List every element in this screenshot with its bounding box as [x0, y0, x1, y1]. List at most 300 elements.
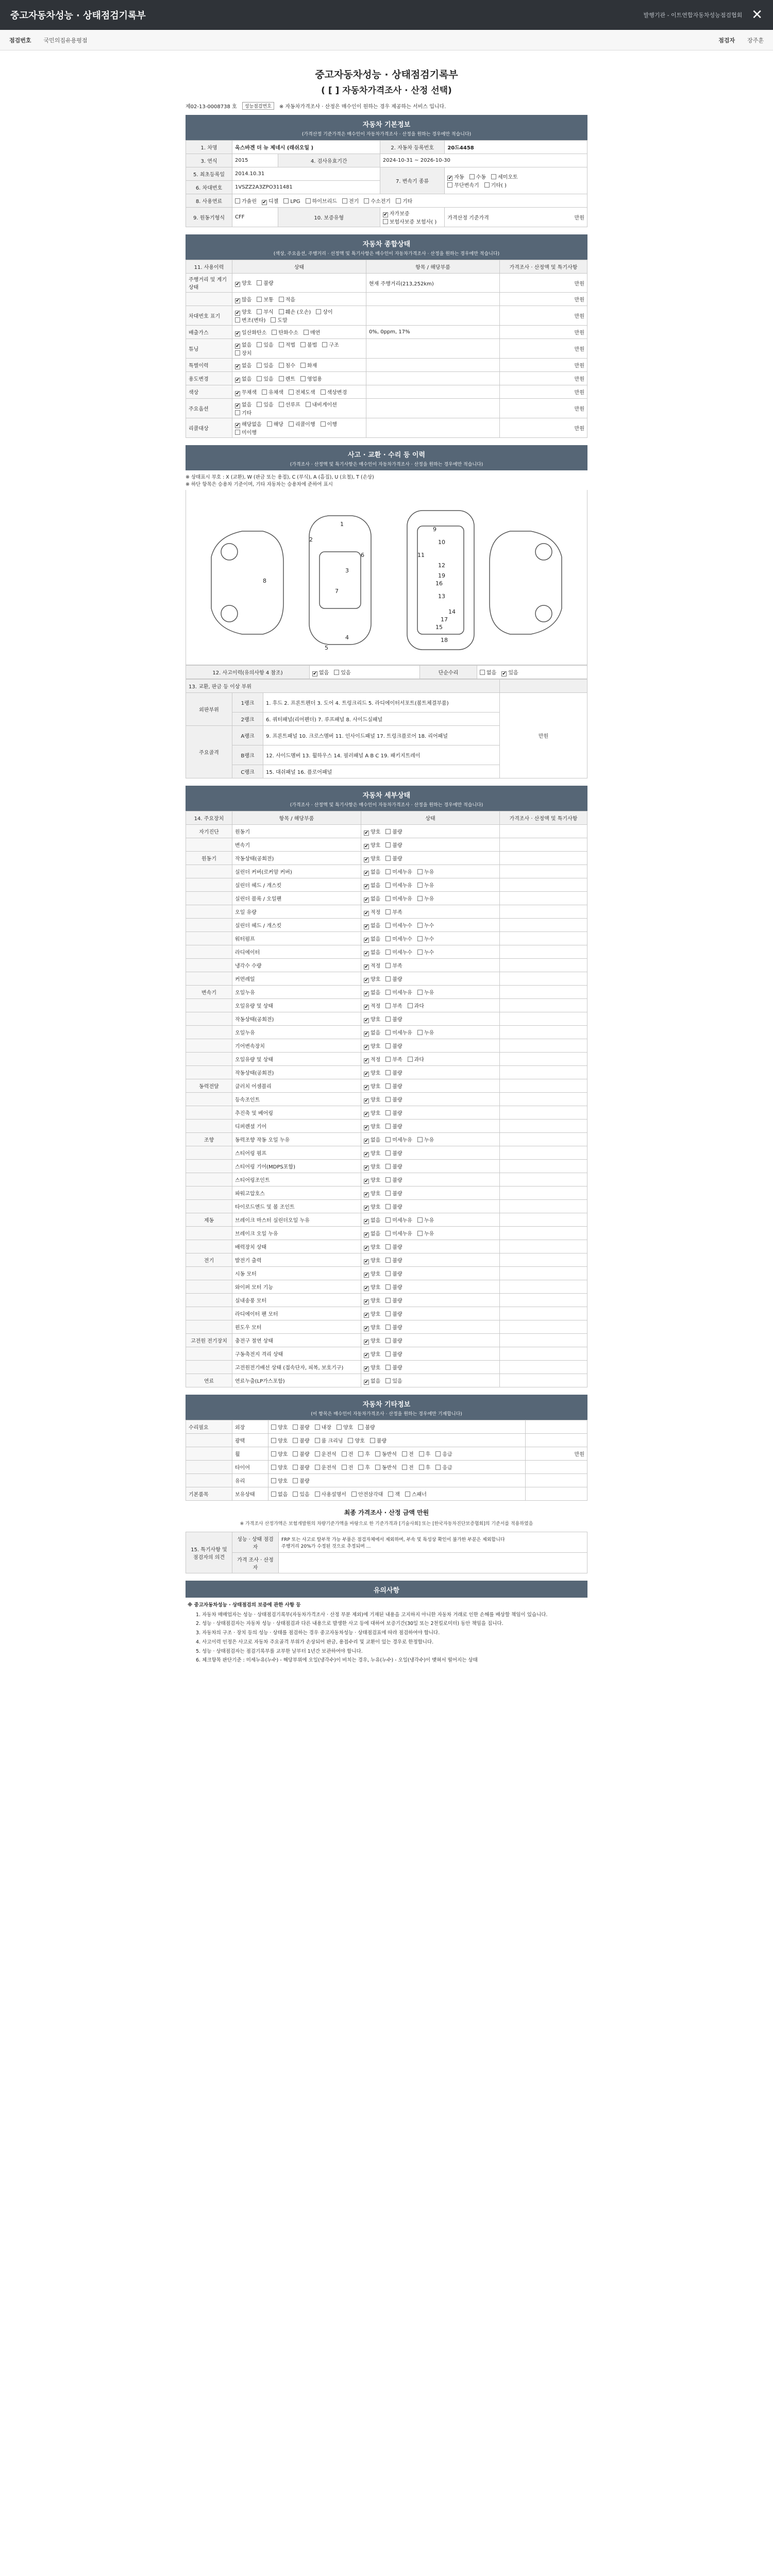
checkbox[interactable] — [417, 950, 423, 955]
checkbox[interactable] — [364, 1192, 369, 1197]
other-price — [526, 1434, 587, 1447]
checkbox[interactable] — [315, 1438, 320, 1443]
checkbox[interactable] — [417, 990, 423, 995]
detail-price — [500, 1106, 587, 1120]
remarks-table — [186, 1532, 587, 1573]
checkbox[interactable] — [334, 670, 339, 675]
checkbox[interactable] — [306, 402, 311, 407]
cell: 7. 변속기 종류 — [380, 167, 444, 194]
option-label: 불량 — [392, 1298, 402, 1304]
detail-options — [361, 838, 500, 852]
checkbox[interactable] — [300, 376, 306, 381]
checkbox[interactable] — [364, 831, 369, 836]
checkbox[interactable] — [364, 198, 369, 204]
checkbox[interactable] — [364, 1125, 369, 1130]
checkbox[interactable] — [235, 403, 240, 409]
remark-text: FRP 또는 사고로 탈부착 가능 부품은 점검자체에서 제외하며, 부속 및 특성상 확인이 불가한 부분은 제외합니다 — [281, 1537, 505, 1543]
option-label: 과다 — [414, 1057, 424, 1063]
checkbox[interactable] — [385, 936, 391, 941]
status-banner — [186, 234, 587, 260]
detail-row — [186, 865, 587, 878]
checkbox[interactable] — [364, 1273, 369, 1278]
legend-1: ※ 상태표시 부호 : X (교환), W (판금 또는 용접), C (부식), A (흠집), U (요철), T (손상) — [186, 474, 374, 480]
checkbox[interactable] — [364, 1286, 369, 1291]
detail-row — [186, 905, 587, 919]
checkbox[interactable] — [364, 871, 369, 876]
checkbox[interactable] — [279, 297, 284, 302]
checkbox[interactable] — [447, 182, 452, 188]
status-detail — [366, 399, 500, 418]
checkbox[interactable] — [385, 1258, 391, 1263]
checkbox[interactable] — [304, 330, 309, 335]
checkbox[interactable] — [385, 1271, 391, 1276]
checkbox[interactable] — [417, 923, 423, 928]
opt-label: 없음 — [319, 670, 329, 676]
checkbox[interactable] — [385, 1378, 391, 1383]
checkbox[interactable] — [364, 1045, 369, 1050]
checkbox[interactable] — [300, 342, 306, 347]
checkbox[interactable] — [385, 1057, 391, 1062]
option — [385, 896, 412, 902]
checkbox[interactable] — [364, 1072, 369, 1077]
part-number: 9 — [433, 526, 436, 533]
option-label: 양호 — [278, 1465, 288, 1471]
checkbox[interactable] — [283, 198, 289, 204]
status-detail: 현재 주행거리(213,252km) — [366, 274, 500, 293]
checkbox[interactable] — [257, 376, 262, 381]
checkbox[interactable] — [405, 1492, 410, 1497]
remark-text-2: 주행거리 20%가 수정된 것으로 추정되며 ... — [281, 1544, 371, 1549]
option — [385, 910, 402, 916]
checkbox[interactable] — [385, 1177, 391, 1182]
checkbox[interactable] — [375, 1451, 380, 1456]
checkbox[interactable] — [358, 1425, 363, 1430]
option — [300, 343, 317, 348]
checkbox[interactable] — [383, 212, 388, 217]
checkbox[interactable] — [385, 1164, 391, 1169]
opt-label: LPG — [290, 198, 300, 205]
cell: 상태 — [232, 260, 366, 274]
checkbox[interactable] — [469, 174, 475, 179]
checkbox[interactable] — [289, 389, 294, 395]
checkbox[interactable] — [300, 363, 306, 368]
cell — [477, 666, 587, 679]
checkbox[interactable] — [272, 330, 277, 335]
option — [375, 1465, 397, 1471]
checkbox[interactable] — [364, 844, 369, 849]
detail-item: 충전구 절연 상태 — [232, 1334, 361, 1347]
checkbox[interactable] — [364, 1152, 369, 1157]
option — [364, 923, 380, 929]
checkbox[interactable] — [417, 883, 423, 888]
checkbox[interactable] — [364, 1058, 369, 1063]
doc-number-pill[interactable]: 성능점검번호 — [242, 102, 274, 110]
checkbox[interactable] — [385, 1016, 391, 1022]
checkbox[interactable] — [364, 951, 369, 956]
checkbox[interactable] — [348, 1438, 353, 1443]
checkbox[interactable] — [279, 309, 284, 314]
detail-item: 구동축전지 격리 상태 — [232, 1347, 361, 1361]
checkbox[interactable] — [385, 963, 391, 968]
checkbox[interactable] — [364, 1246, 369, 1251]
checkbox[interactable] — [271, 1425, 276, 1430]
checkbox[interactable] — [385, 1097, 391, 1102]
status-price: 만원 — [500, 418, 587, 438]
checkbox[interactable] — [385, 896, 391, 901]
checkbox[interactable] — [417, 1231, 423, 1236]
checkbox[interactable] — [364, 1139, 369, 1144]
option — [235, 297, 251, 303]
checkbox[interactable] — [364, 1353, 369, 1358]
checkbox[interactable] — [364, 911, 369, 916]
other-row — [186, 1434, 587, 1447]
checkbox[interactable] — [235, 364, 240, 369]
detail-price — [500, 1227, 587, 1240]
checkbox[interactable] — [385, 1365, 391, 1370]
checkbox[interactable] — [364, 1031, 369, 1037]
checkbox[interactable] — [385, 909, 391, 914]
checkbox[interactable] — [235, 311, 240, 316]
option-label: 불량 — [392, 1204, 402, 1210]
checkbox[interactable] — [364, 978, 369, 983]
checkbox[interactable] — [293, 1425, 298, 1430]
inspection-no-label: 점검번호 — [9, 37, 31, 44]
checkbox[interactable] — [342, 1465, 347, 1470]
option-label: 없음 — [242, 402, 252, 408]
cell: 1. 후드 2. 프론트펜더 3. 도어 4. 트렁크리드 5. 라디에이터서포트(볼트체결부품) — [263, 693, 500, 713]
other-price — [526, 1474, 587, 1487]
checkbox[interactable] — [315, 1425, 320, 1430]
option — [321, 422, 337, 428]
checkbox[interactable] — [271, 1451, 276, 1456]
checkbox[interactable] — [385, 1311, 391, 1316]
checkbox[interactable] — [316, 309, 321, 314]
checkbox[interactable] — [271, 1478, 276, 1483]
checkbox[interactable] — [364, 857, 369, 862]
checkbox[interactable] — [375, 1465, 380, 1470]
checkbox[interactable] — [370, 1438, 375, 1443]
checkbox[interactable] — [364, 1085, 369, 1090]
checkbox[interactable] — [306, 198, 311, 204]
part-number: 6 — [361, 551, 364, 558]
checkbox[interactable] — [385, 1003, 391, 1008]
checkbox[interactable] — [385, 990, 391, 995]
detail-row — [186, 1280, 587, 1294]
part-number: 17 — [441, 616, 448, 623]
checkbox[interactable] — [364, 1219, 369, 1224]
checkbox[interactable] — [383, 219, 388, 224]
checkbox[interactable] — [364, 1018, 369, 1023]
checkbox[interactable] — [235, 423, 240, 428]
checkbox[interactable] — [364, 1179, 369, 1184]
checkbox[interactable] — [322, 342, 327, 347]
checkbox[interactable] — [385, 1298, 391, 1303]
detail-price — [500, 838, 587, 852]
detail-price — [500, 1294, 587, 1307]
checkbox[interactable] — [385, 1030, 391, 1035]
opt-label: 자가보증 — [389, 211, 410, 217]
option — [364, 1017, 380, 1023]
checkbox[interactable] — [385, 1338, 391, 1343]
checkbox[interactable] — [408, 1003, 413, 1008]
checkbox[interactable] — [321, 421, 326, 427]
detail-row — [186, 959, 587, 972]
option — [315, 1465, 337, 1471]
checkbox[interactable] — [408, 1057, 413, 1062]
checkbox[interactable] — [385, 829, 391, 834]
checkbox[interactable] — [289, 421, 294, 427]
checkbox[interactable] — [271, 317, 276, 323]
checkbox[interactable] — [385, 856, 391, 861]
checkbox[interactable] — [364, 924, 369, 929]
checkbox[interactable] — [364, 1206, 369, 1211]
checkbox[interactable] — [279, 376, 284, 381]
detail-options — [361, 959, 500, 972]
detail-row — [186, 919, 587, 932]
option-label: 양호 — [371, 1311, 381, 1317]
option — [385, 1352, 402, 1358]
opt-label: 있음 — [508, 670, 518, 676]
checkbox[interactable] — [321, 389, 326, 395]
checkbox[interactable] — [385, 1150, 391, 1156]
detail-price — [500, 865, 587, 878]
part-number: 7 — [335, 587, 339, 595]
detail-price — [500, 1240, 587, 1253]
option-label: 없음 — [371, 1231, 381, 1237]
checkbox[interactable] — [402, 1451, 407, 1456]
detail-options — [361, 1347, 500, 1361]
checkbox[interactable] — [293, 1492, 298, 1497]
checkbox[interactable] — [364, 1259, 369, 1264]
checkbox[interactable] — [342, 1451, 347, 1456]
checkbox[interactable] — [235, 331, 240, 336]
checkbox[interactable] — [385, 976, 391, 981]
option-label: 일산화탄소 — [242, 330, 267, 336]
status-row — [186, 385, 587, 399]
checkbox[interactable] — [364, 1232, 369, 1238]
checkbox[interactable] — [235, 410, 240, 415]
checkbox[interactable] — [293, 1438, 298, 1443]
checkbox[interactable] — [419, 1465, 424, 1470]
checkbox[interactable] — [385, 1351, 391, 1357]
checkbox[interactable] — [417, 896, 423, 901]
checkbox[interactable] — [417, 1030, 423, 1035]
checkbox[interactable] — [364, 1165, 369, 1171]
option — [417, 1218, 434, 1224]
checkbox[interactable] — [385, 923, 391, 928]
detail-price — [500, 1187, 587, 1200]
detail-row — [186, 878, 587, 892]
checkbox[interactable] — [385, 1217, 391, 1223]
checkbox[interactable] — [435, 1451, 441, 1456]
checkbox[interactable] — [364, 1313, 369, 1318]
checkbox[interactable] — [257, 363, 262, 368]
checkbox[interactable] — [385, 1325, 391, 1330]
close-icon[interactable]: ✕ — [751, 7, 763, 23]
checkbox[interactable] — [385, 1137, 391, 1142]
cell: 2랭크 — [232, 713, 263, 726]
option-label: 있음 — [263, 363, 274, 369]
checkbox[interactable] — [364, 964, 369, 970]
option-label: 미세누유 — [392, 883, 412, 889]
checkbox[interactable] — [271, 1492, 276, 1497]
checkbox[interactable] — [484, 182, 490, 188]
checkbox[interactable] — [235, 317, 240, 323]
checkbox[interactable] — [419, 1451, 424, 1456]
detail-item: 실린더 커버(로커암 커버) — [232, 865, 361, 878]
checkbox[interactable] — [385, 1070, 391, 1075]
checkbox[interactable] — [257, 342, 262, 347]
checkbox[interactable] — [447, 176, 452, 181]
checkbox[interactable] — [315, 1451, 320, 1456]
option-label: 화재 — [307, 363, 317, 369]
option — [364, 1205, 380, 1210]
checkbox[interactable] — [235, 430, 240, 435]
checkbox[interactable] — [385, 1284, 391, 1290]
checkbox[interactable] — [257, 402, 262, 407]
checkbox[interactable] — [364, 897, 369, 903]
checkbox[interactable] — [293, 1465, 298, 1470]
checkbox[interactable] — [358, 1451, 363, 1456]
detail-item: 작동상태(공회전) — [232, 852, 361, 865]
checkbox[interactable] — [279, 342, 284, 347]
checkbox[interactable] — [435, 1465, 441, 1470]
checkbox[interactable] — [279, 363, 284, 368]
checkbox[interactable] — [417, 869, 423, 874]
option — [315, 1452, 337, 1458]
cell: CFF — [232, 208, 278, 227]
checkbox[interactable] — [417, 1137, 423, 1142]
checkbox[interactable] — [364, 1098, 369, 1104]
checkbox[interactable] — [271, 1465, 276, 1470]
checkbox[interactable] — [364, 1380, 369, 1385]
checkbox[interactable] — [364, 1112, 369, 1117]
checkbox[interactable] — [257, 309, 262, 314]
other-row — [186, 1461, 587, 1474]
repair-table — [186, 679, 587, 778]
checkbox[interactable] — [480, 670, 485, 675]
cell: C랭크 — [232, 765, 263, 778]
checkbox[interactable] — [271, 1438, 276, 1443]
checkbox[interactable] — [417, 936, 423, 941]
cell: 1VSZZ2A3ZPO311481 — [232, 181, 380, 194]
detail-price — [500, 852, 587, 865]
status-item: 용도변경 — [186, 372, 232, 385]
issuer-link[interactable]: 발행기관 - 이트연합자동차성능점검협회 — [643, 12, 743, 19]
checkbox[interactable] — [396, 198, 401, 204]
option-label: 양호 — [371, 1298, 381, 1304]
checkbox[interactable] — [351, 1492, 357, 1497]
checkbox[interactable] — [402, 1465, 407, 1470]
checkbox[interactable] — [257, 297, 262, 302]
checkbox[interactable] — [385, 869, 391, 874]
checkbox[interactable] — [364, 1340, 369, 1345]
option — [293, 1425, 309, 1431]
checkbox[interactable] — [262, 389, 267, 395]
detail-options — [361, 932, 500, 945]
other-row — [186, 1474, 587, 1487]
checkbox[interactable] — [235, 391, 240, 396]
checkbox[interactable] — [235, 378, 240, 383]
checkbox[interactable] — [315, 1492, 320, 1497]
checkbox[interactable] — [337, 1425, 342, 1430]
option — [364, 937, 380, 942]
checkbox[interactable] — [364, 1326, 369, 1331]
option-label: 있음 — [299, 1492, 310, 1498]
option — [348, 1438, 364, 1444]
option — [235, 411, 251, 416]
option-label: 장치 — [242, 351, 252, 357]
option — [385, 1325, 402, 1331]
checkbox[interactable] — [385, 1244, 391, 1249]
checkbox[interactable] — [235, 282, 240, 287]
checkbox[interactable] — [364, 1366, 369, 1371]
checkbox[interactable] — [501, 671, 507, 676]
option-label: 불량 — [392, 1338, 402, 1344]
checkbox[interactable] — [385, 842, 391, 848]
checkbox[interactable] — [385, 1110, 391, 1115]
checkbox[interactable] — [364, 938, 369, 943]
detail-options — [361, 919, 500, 932]
checkbox[interactable] — [315, 1465, 320, 1470]
checkbox[interactable] — [385, 1231, 391, 1236]
checkbox[interactable] — [385, 1083, 391, 1089]
detail-group — [186, 1093, 232, 1106]
checkbox[interactable] — [385, 1204, 391, 1209]
checkbox[interactable] — [293, 1451, 298, 1456]
option — [402, 1465, 414, 1471]
option — [364, 1191, 380, 1197]
checkbox[interactable] — [385, 1124, 391, 1129]
checkbox[interactable] — [293, 1478, 298, 1483]
checkbox[interactable] — [235, 350, 240, 355]
checkbox[interactable] — [262, 200, 267, 205]
checkbox[interactable] — [388, 1492, 393, 1497]
detail-item: 실내송풍 모터 — [232, 1294, 361, 1307]
checkbox[interactable] — [417, 1217, 423, 1223]
detail-price — [500, 945, 587, 959]
checkbox[interactable] — [364, 991, 369, 996]
checkbox[interactable] — [385, 1191, 391, 1196]
detail-item: 디퍼렌셜 기어 — [232, 1120, 361, 1133]
option — [293, 1452, 309, 1458]
checkbox[interactable] — [491, 174, 496, 179]
checkbox[interactable] — [235, 198, 240, 204]
checkbox[interactable] — [279, 402, 284, 407]
checkbox[interactable] — [364, 884, 369, 889]
option-label: 양호 — [242, 281, 252, 286]
option-label: 전 — [348, 1465, 354, 1471]
checkbox[interactable] — [342, 198, 347, 204]
checkbox[interactable] — [312, 671, 317, 676]
part-number: 8 — [263, 577, 266, 584]
option-label: 불량 — [263, 281, 274, 286]
checkbox[interactable] — [385, 950, 391, 955]
checkbox[interactable] — [235, 298, 240, 303]
checkbox[interactable] — [267, 421, 272, 427]
checkbox[interactable] — [364, 1299, 369, 1304]
checkbox[interactable] — [385, 883, 391, 888]
checkbox[interactable] — [257, 280, 262, 285]
checkbox[interactable] — [235, 344, 240, 349]
checkbox[interactable] — [385, 1043, 391, 1048]
checkbox[interactable] — [358, 1465, 363, 1470]
option — [315, 1438, 343, 1444]
option-label: 양호 — [242, 310, 252, 315]
checkbox[interactable] — [364, 1005, 369, 1010]
option — [235, 430, 257, 436]
detail-options — [361, 1294, 500, 1307]
